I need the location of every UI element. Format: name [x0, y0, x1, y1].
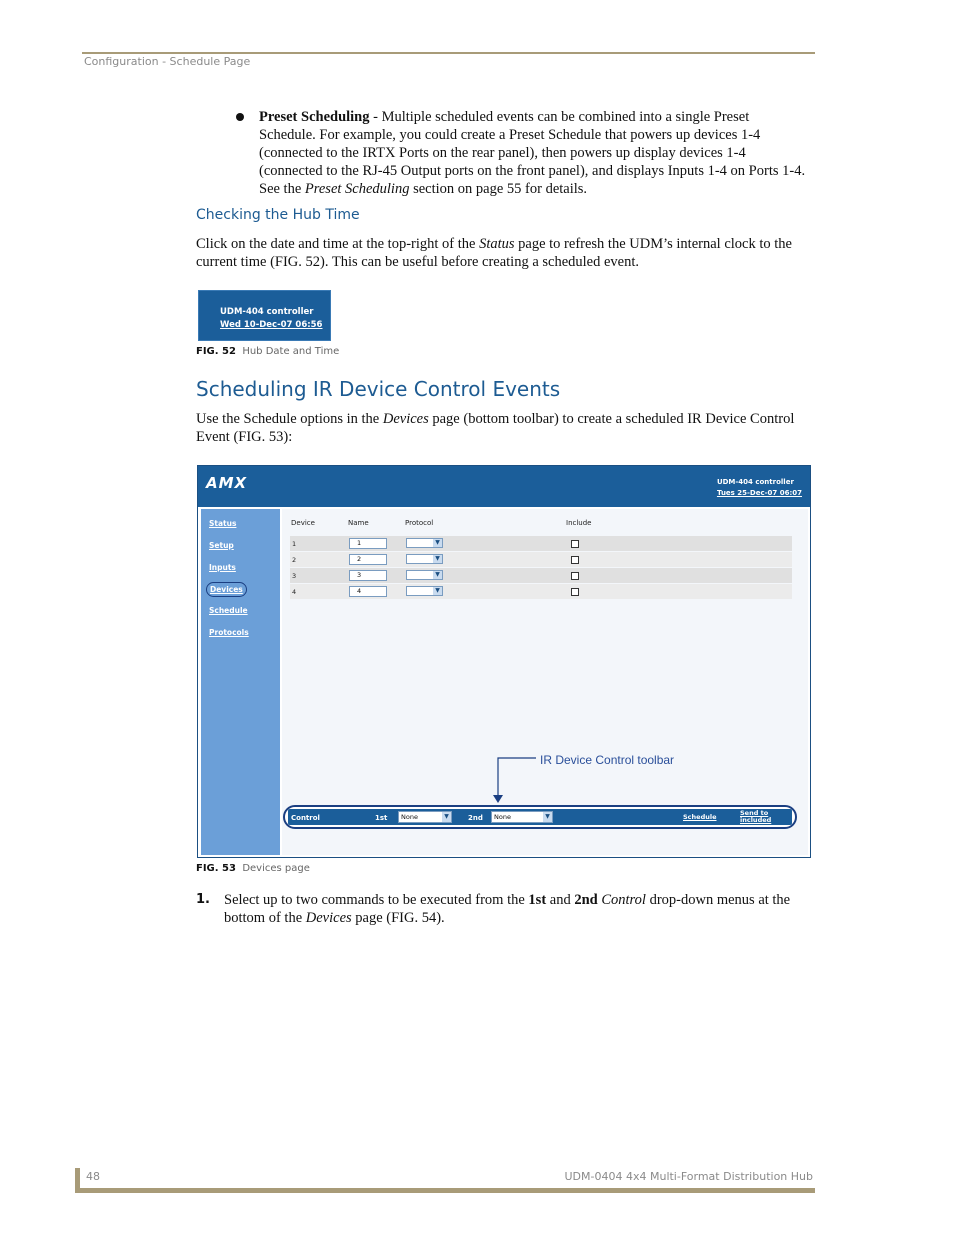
heading-checking-hub-time: Checking the Hub Time [196, 207, 360, 223]
device-number: 1 [292, 540, 297, 548]
nav-protocols[interactable]: Protocols [209, 628, 249, 637]
step-number: 1. [196, 892, 210, 907]
controller-label: UDM-404 controller [220, 307, 314, 317]
chevron-down-icon: ▼ [433, 571, 442, 579]
section2-paragraph: Use the Schedule options in the Devices page (bottom toolbar) to create a scheduled IR Device Control Event (FIG. 53): [196, 411, 795, 445]
nav-status[interactable]: Status [209, 519, 237, 528]
heading-scheduling-ir: Scheduling IR Device Control Events [196, 377, 561, 401]
fig53-caption: FIG. 53 Devices page [196, 863, 310, 874]
bullet-line4: (connected to the RJ-45 Output ports on the front panel), and displays Inputs 1-4 on Ports 1-4. [259, 163, 806, 179]
chevron-down-icon: ▼ [433, 587, 442, 595]
nav-devices[interactable]: Devices [210, 585, 243, 594]
controller-name: UDM-404 controller [716, 478, 794, 486]
second-label: 2nd [468, 814, 483, 822]
col-device: Device [291, 519, 315, 527]
datetime-link[interactable]: Tues 25-Dec-07 06:07 [716, 489, 802, 497]
header-rule [82, 52, 815, 54]
device-name-input[interactable]: 2 [349, 554, 387, 565]
device-name-input[interactable]: 4 [349, 586, 387, 597]
footer-title: UDM-0404 4x4 Multi-Format Distribution Hub [564, 1170, 813, 1183]
chevron-down-icon: ▼ [442, 812, 451, 822]
nav-inputs[interactable]: Inputs [209, 563, 236, 572]
device-number: 3 [292, 572, 297, 580]
chevron-down-icon: ▼ [543, 812, 552, 822]
bullet-paragraph [259, 108, 819, 198]
device-name-input[interactable]: 3 [349, 570, 387, 581]
amx-logo: AMX [206, 474, 248, 492]
footer-rule [75, 1188, 815, 1193]
control-label: Control [291, 814, 320, 822]
fig52-caption: FIG. 52 Hub Date and Time [196, 346, 340, 357]
second-command-select[interactable]: None ▼ [491, 811, 553, 823]
send-to-included-link[interactable]: Send to included [740, 809, 772, 824]
devices-page-screenshot [197, 465, 811, 858]
chevron-down-icon: ▼ [433, 555, 442, 563]
first-label: 1st [375, 814, 388, 822]
device-number: 2 [292, 556, 297, 564]
bullet-line5: See the Preset Scheduling section on page 55 for details. [259, 181, 588, 197]
chevron-down-icon: ▼ [433, 539, 442, 547]
toolbar-inner [288, 809, 792, 825]
bullet-line2: Schedule. For example, you could create a Preset Schedule that powers up devices 1-4 [259, 127, 761, 143]
nav-schedule[interactable]: Schedule [209, 606, 248, 615]
schedule-link[interactable]: Schedule [683, 813, 717, 821]
device-name-input[interactable]: 1 [349, 538, 387, 549]
bullet-line3: (connected to the IRTX Ports on the rear panel), then powers up display devices 1-4 [259, 145, 746, 161]
hub-date-time-panel [198, 290, 331, 341]
section1-paragraph: Click on the date and time at the top-right of the Status page to refresh the UDM’s internal clock to the current time (FIG. 52). This can be useful before creating a scheduled event. [196, 236, 792, 270]
running-head: Configuration - Schedule Page [84, 55, 251, 68]
page-number: 48 [86, 1170, 100, 1183]
toolbar-callout-label: IR Device Control toolbar [540, 753, 675, 767]
device-number: 4 [292, 588, 297, 596]
nav-setup[interactable]: Setup [209, 541, 234, 550]
step1-paragraph: Select up to two commands to be executed from the 1st and 2nd Control drop-down menus at the bottom of the Devices page (FIG. 54). [224, 892, 791, 926]
bullet-line1: - Multiple scheduled events can be combined into a single Preset [369, 109, 750, 125]
callout-arrow [198, 466, 810, 857]
first-command-select[interactable]: None ▼ [398, 811, 452, 823]
col-name: Name [348, 519, 369, 527]
hub-datetime-link[interactable]: Wed 10-Dec-07 06:56 [220, 320, 323, 330]
bullet-term: Preset Scheduling [259, 109, 370, 125]
col-include: Include [566, 519, 592, 527]
col-protocol: Protocol [405, 519, 434, 527]
bullet-icon [236, 113, 244, 121]
ir-device-control-toolbar [283, 805, 797, 829]
